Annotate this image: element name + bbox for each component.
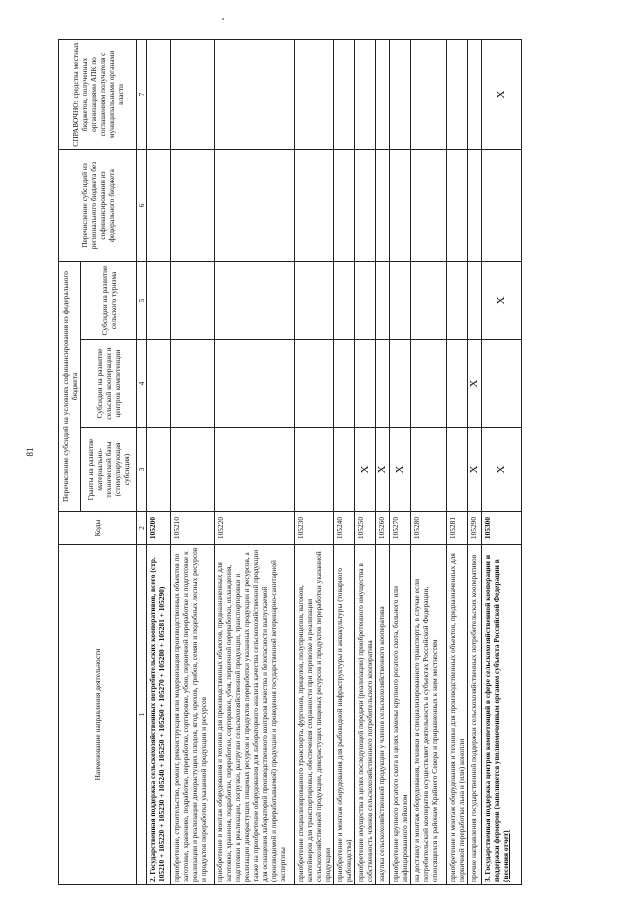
header-activity: Наименование направления деятельности <box>59 545 137 885</box>
cell-tourism <box>295 261 334 339</box>
column-number-row <box>137 39 147 884</box>
row-code: 105220 <box>215 512 295 545</box>
table-row <box>147 39 171 884</box>
cell-regional <box>447 149 468 261</box>
table-row <box>390 39 411 884</box>
cell-local <box>468 39 482 149</box>
cell-tourism <box>147 261 171 339</box>
row-code: 105290 <box>468 512 482 545</box>
cell-regional <box>147 149 171 261</box>
column-number: 4 <box>137 340 147 428</box>
cell-cooperation: X <box>468 340 482 428</box>
cell-local <box>355 39 376 149</box>
column-number: 1 <box>137 545 147 885</box>
header-regional-subsidies: Перечисление субсидий из регионального бюджета без софинансирования из федерального бюджета <box>59 149 137 261</box>
cell-tourism <box>390 261 411 339</box>
cell-local <box>215 39 295 149</box>
cell-grants: X <box>390 428 411 512</box>
table-row <box>482 39 522 884</box>
cell-local <box>376 39 390 149</box>
cell-local <box>295 39 334 149</box>
cell-cooperation <box>411 340 447 428</box>
row-code: 105250 <box>355 512 376 545</box>
cell-cooperation <box>482 340 522 428</box>
cell-grants: X <box>376 428 390 512</box>
cell-grants: X <box>468 428 482 512</box>
page-number: 81 <box>25 447 35 457</box>
cell-cooperation <box>171 340 215 428</box>
row-label: закупка сельскохозяйственной продукции у членов сельскохозяйственного кооператива <box>376 545 390 885</box>
row-label: 2. Государственная поддержка сельскохозяйственных потребительских кооперативов, всего (стр. 105210 + 105220 + 105230 + 105240 + 105250 + 105260 + 105270 + 105280 + 105281 + 105290) <box>147 545 171 885</box>
cell-grants <box>215 428 295 512</box>
row-label: приобретение имущества в целях последующей передачи (реализации) приобретенного имущества в собственность членов сельскохозяйственного потребительского кооператива <box>355 545 376 885</box>
row-label-text: 3. Государственная поддержка центров компетенций в сфере сельскохозяйственной кооперации и поддержки фермеров (заполняется уполномоченным органом субъекта Российской Федерации в <box>483 555 501 882</box>
cell-local <box>411 39 447 149</box>
cell-tourism <box>355 261 376 339</box>
cell-tourism <box>447 261 468 339</box>
column-number: 3 <box>137 428 147 512</box>
cell-regional <box>295 149 334 261</box>
table-row <box>447 39 468 884</box>
cell-local <box>171 39 215 149</box>
table-row <box>334 39 355 884</box>
scan-speck <box>222 18 224 20</box>
row-label: приобретение и монтаж оборудования для рыбоводной инфраструктуры и аквакультуры (товарного рыбоводства) <box>334 545 355 885</box>
cell-grants: X <box>482 428 522 512</box>
row-code: 105240 <box>334 512 355 545</box>
row-code: 105270 <box>390 512 411 545</box>
header-cooperation-subsidies: Субсидии на развитие сельской кооперации и центров компетенции <box>81 340 137 428</box>
cell-cooperation <box>215 340 295 428</box>
cell-regional <box>468 149 482 261</box>
column-number: 7 <box>137 39 147 149</box>
cell-tourism <box>468 261 482 339</box>
cell-cooperation <box>295 340 334 428</box>
header-codes: Коды <box>59 512 137 545</box>
cell-regional <box>390 149 411 261</box>
table-row <box>171 39 215 884</box>
cell-regional <box>411 149 447 261</box>
cell-regional <box>334 149 355 261</box>
row-code: 105200 <box>147 512 171 545</box>
cell-grants <box>171 428 215 512</box>
cell-regional <box>376 149 390 261</box>
row-label: на доставку и монтаж оборудования, техники и специализированного транспорта, в случае если потребительский кооператив осуществляет деятельность в субъектах Российской Федерации, относящихся к районам Крайнего Севера и приравненных к ним местностям <box>411 545 447 885</box>
cell-local: X <box>482 39 522 149</box>
cell-grants <box>295 428 334 512</box>
column-number: 6 <box>137 149 147 261</box>
cell-tourism <box>215 261 295 339</box>
header-grants: Гранты на развитие материально-технической базы (стимулирующая субсидия) <box>81 428 137 512</box>
row-label <box>482 545 522 885</box>
cell-tourism <box>376 261 390 339</box>
cell-tourism: X <box>482 261 522 339</box>
cell-tourism <box>334 261 355 339</box>
cell-cooperation <box>147 340 171 428</box>
table-row <box>295 39 334 884</box>
rotated-form-table <box>58 40 618 885</box>
row-label: приобретение крупного рогатого скота в целях замены крупного рогатого скота, больного или инфицированного лейкозом <box>390 545 411 885</box>
column-number: 5 <box>137 261 147 339</box>
cell-grants: X <box>355 428 376 512</box>
cell-tourism <box>411 261 447 339</box>
table-row <box>468 39 482 884</box>
cell-grants <box>334 428 355 512</box>
row-code: 105210 <box>171 512 215 545</box>
row-label: приобретение, строительство, ремонт, реконструкция или модернизация производственных объектов по заготовке, хранению, подработке, переработке, сортировке, убою, первичной переработке и подготовке к реализации и реализации дикорастущих плодов, ягод, орехов, грибов, семян и подобных лесных ресурсов и продуктов переработки указанной продукции и ресурсов <box>171 545 215 885</box>
row-code: 105281 <box>447 512 468 545</box>
cell-local <box>334 39 355 149</box>
cell-local <box>447 39 468 149</box>
cell-cooperation <box>355 340 376 428</box>
header-cofinancing-group: Перечисление субсидий на условиях софинансирования из федерального бюджета <box>59 261 81 511</box>
row-label: прочие направления государственной поддержки сельскохозяйственных потребительских кооперативов <box>468 545 482 885</box>
table-row <box>376 39 390 884</box>
header-tourism-subsidies: Субсидии на развитие сельского туризма <box>81 261 137 339</box>
row-label: приобретение специализированного транспорта, фургонов, прицепов, полуприцепов, вагонов, контейнеров для транспортировки, обеспечения сохранности при перевозке и реализации сельскохозяйственной продукции, дикорастущих пищевых ресурсов и продуктов переработки указанной продукции <box>295 545 334 885</box>
cell-cooperation <box>447 340 468 428</box>
cell-local <box>147 39 171 149</box>
cell-grants <box>147 428 171 512</box>
row-label-tail: (весения отчет) <box>501 830 510 882</box>
cell-tourism <box>171 261 215 339</box>
cell-grants <box>447 428 468 512</box>
table-row <box>215 39 295 884</box>
cell-regional <box>355 149 376 261</box>
cell-regional <box>215 149 295 261</box>
cell-cooperation <box>334 340 355 428</box>
subsidy-table <box>58 39 522 885</box>
cell-local <box>390 39 411 149</box>
row-code: 105300 <box>482 512 522 545</box>
cell-regional <box>482 149 522 261</box>
row-code: 105230 <box>295 512 334 545</box>
cell-cooperation <box>390 340 411 428</box>
row-label: приобретение и монтаж оборудования и техники для производственных объектов, предназначенных для первичной переработки льна и (или) конопли <box>447 545 468 885</box>
column-number: 2 <box>137 512 147 545</box>
table-row <box>355 39 376 884</box>
cell-regional <box>171 149 215 261</box>
table-row <box>411 39 447 884</box>
cell-cooperation <box>376 340 390 428</box>
row-code: 105260 <box>376 512 390 545</box>
row-label: приобретение и монтаж оборудования и техники для производственных объектов, предназначенных для заготовки, хранения, подработки, переработки, сортировки, убоя, первичной переработки, охлаждения, подготовки к реализации, погрузки, разгрузки сельскохозяйственной продукции, транспортировки и реализации дикорастущих пищевых ресурсов и продуктов переработки указанных продукции и ресурсов, а также на приобретение оборудования для лабораторного анализа качества сельскохозяйственной продукции для оснащения лабораторий производственного контроля качества и безопасности выпускаемой (производимой и перерабатываемой) продукции и проведения государственной ветеринарно-санитарной экспертизы <box>215 545 295 885</box>
header-local-budget-reference: СПРАВОЧНО: средства местных бюджетов, полученных организациями АПК по соглашениям получателя с муниципальными органами власти <box>59 39 137 149</box>
row-code: 105280 <box>411 512 447 545</box>
cell-grants <box>411 428 447 512</box>
